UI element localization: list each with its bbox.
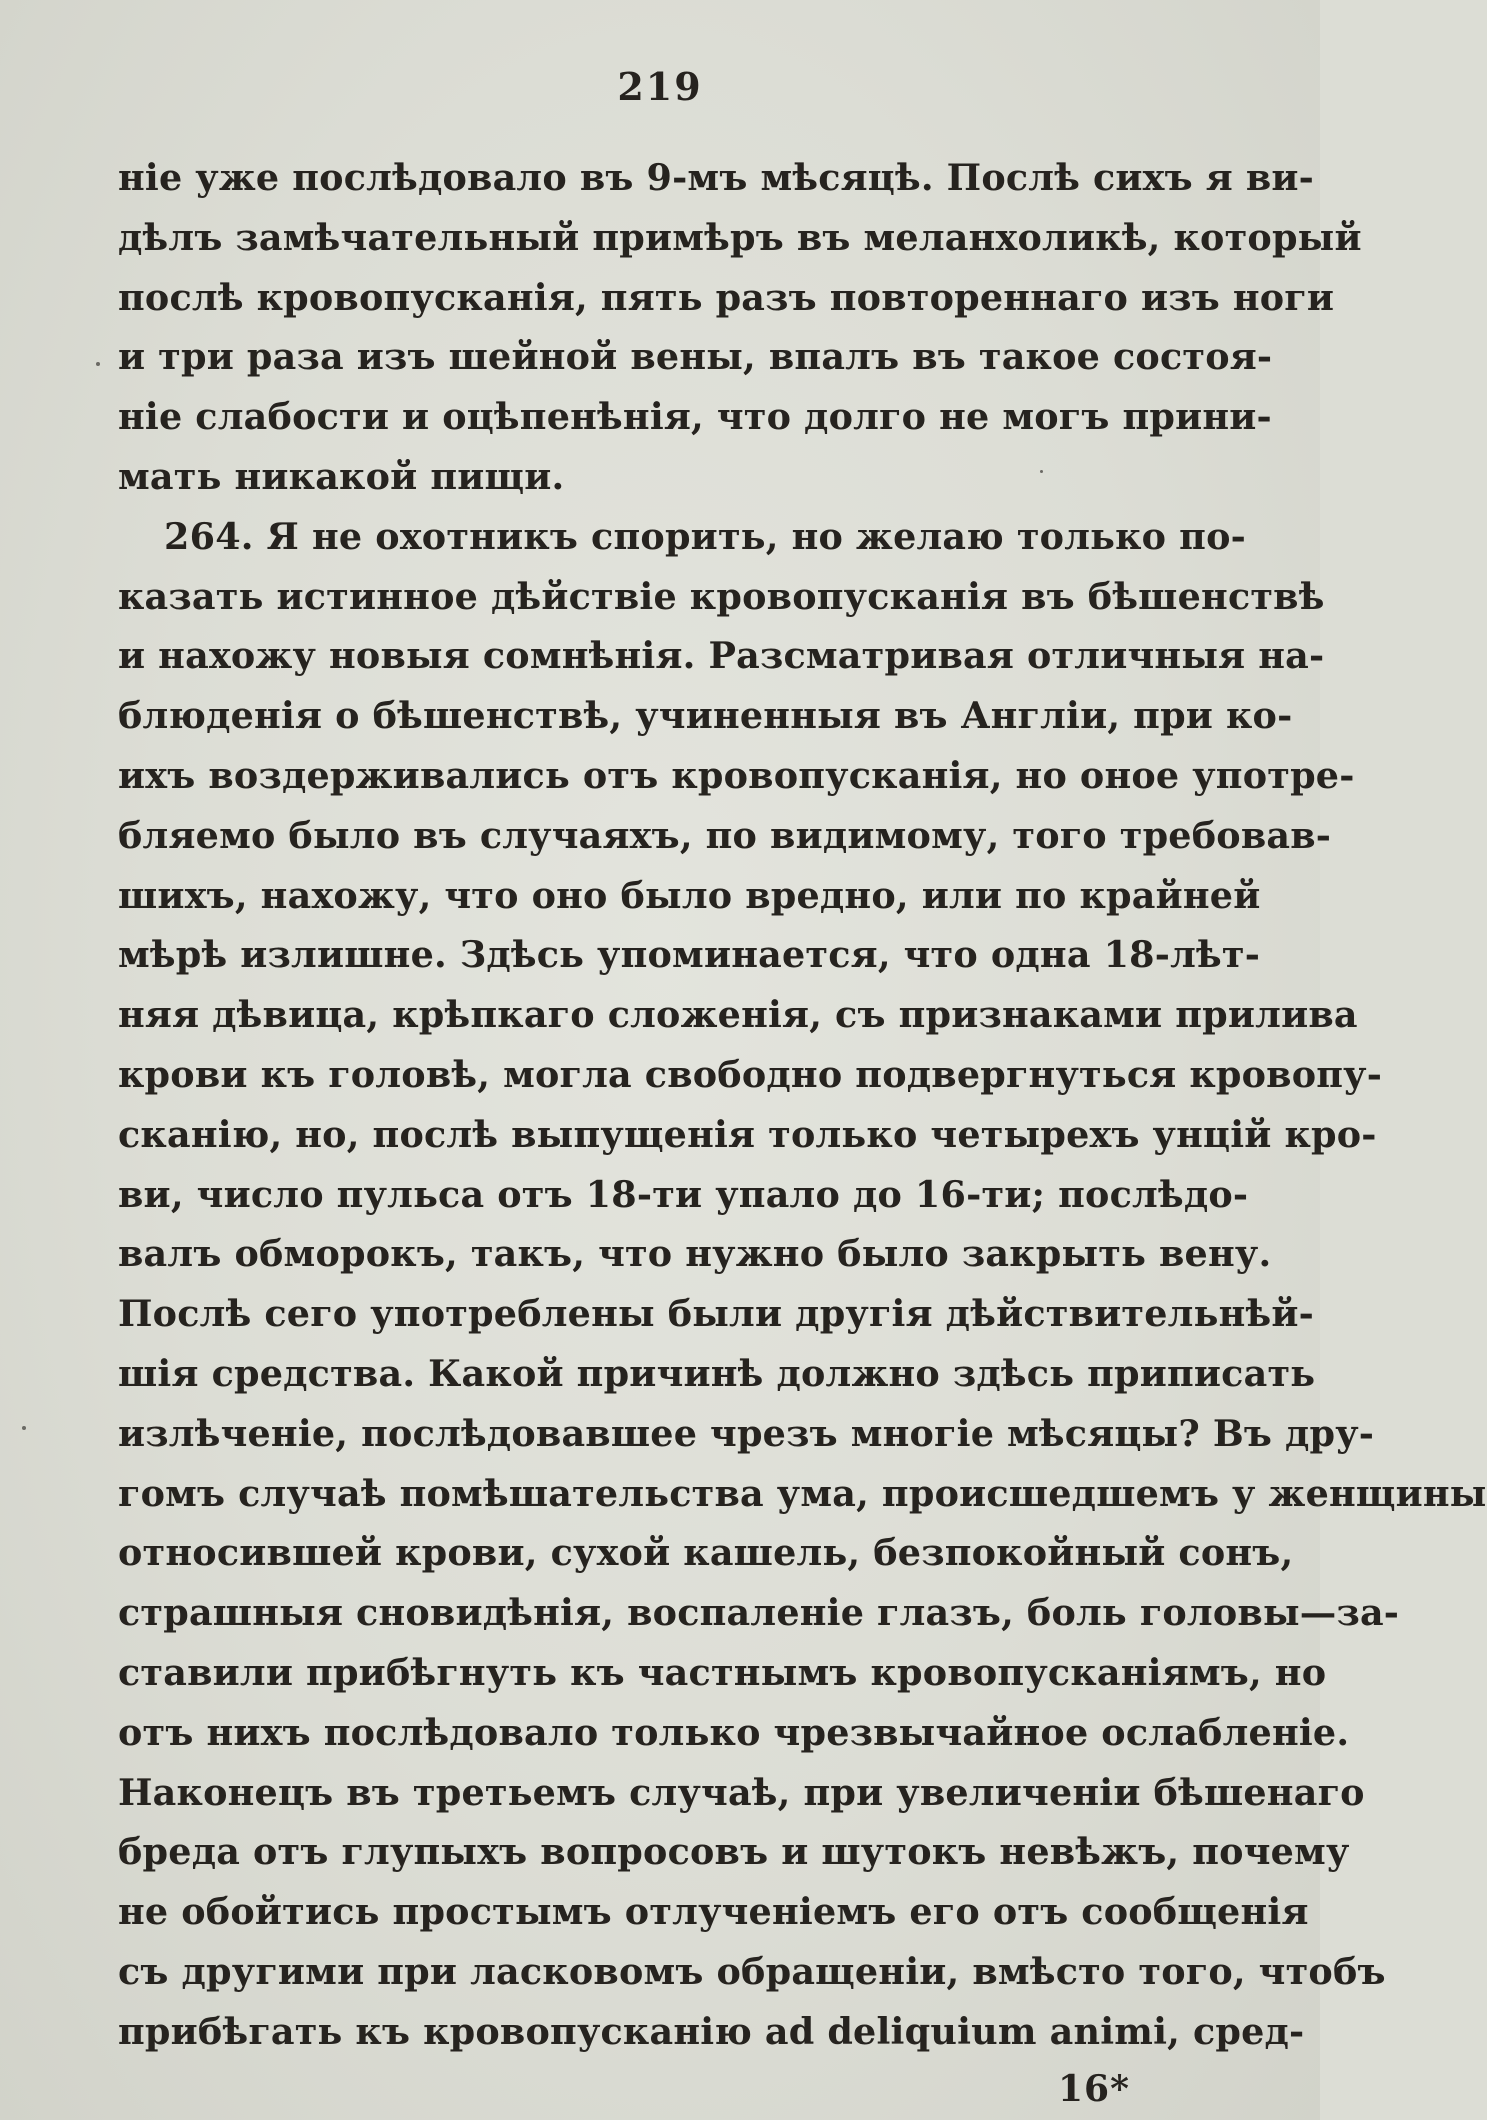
text-line: ставили прибѣгнуть къ частнымъ кровопусканіямъ, но bbox=[118, 1650, 1327, 1694]
text-line: относившей крови, сухой кашель, безпокойный сонъ, bbox=[118, 1531, 1294, 1575]
text-line: ніе уже послѣдовало въ 9-мъ мѣсяцѣ. Послѣ сихъ я ви- bbox=[118, 156, 1315, 199]
text-line: не обойтись простымъ отлученіемъ его отъ сообщенія bbox=[118, 1890, 1309, 1934]
paragraph-start-line: 264. Я не охотникъ спорить, но желаю только по- bbox=[164, 514, 1246, 558]
text-line: ихъ воздерживались отъ кровопусканія, но оное употре- bbox=[118, 753, 1355, 797]
body-text bbox=[118, 148, 1487, 2062]
text-line: и нахожу новыя сомнѣнія. Разсматривая отличныя на- bbox=[118, 634, 1325, 678]
text-line: мѣрѣ излишне. Здѣсь упоминается, что одна 18-лѣт- bbox=[118, 933, 1261, 977]
paper-speck bbox=[22, 1426, 26, 1430]
paper-speck bbox=[1040, 470, 1043, 473]
text-line: шія средства. Какой причинѣ должно здѣсь приписать bbox=[118, 1351, 1316, 1395]
text-line: крови къ головѣ, могла свободно подвергнуться кровопу- bbox=[118, 1052, 1383, 1096]
text-line: шихъ, нахожу, что оно было вредно, или по крайней bbox=[118, 873, 1261, 917]
text-line: Наконецъ въ третьемъ случаѣ, при увеличеніи бѣшенаго bbox=[118, 1770, 1365, 1814]
text-line: дѣлъ замѣчательный примѣръ въ меланхоликѣ, который bbox=[118, 215, 1362, 259]
text-line: казать истинное дѣйствіе кровопусканія въ бѣшенствѣ bbox=[118, 574, 1325, 618]
text-line: мать никакой пищи. bbox=[118, 454, 565, 498]
text-line: излѣченіе, послѣдовавшее чрезъ многіе мѣсяцы? Въ дру- bbox=[118, 1411, 1375, 1455]
text-line: блюденія о бѣшенствѣ, учиненныя въ Англіи, при ко- bbox=[118, 694, 1293, 738]
text-line: страшныя сновидѣнія, воспаленіе глазъ, боль головы—за- bbox=[118, 1591, 1400, 1635]
text-line: ви, число пульса отъ 18-ти упало до 16-ти; послѣдо- bbox=[118, 1172, 1249, 1216]
text-line: съ другими при ласковомъ обращеніи, вмѣсто того, чтобъ bbox=[118, 1949, 1386, 1993]
text-line: бреда отъ глупыхъ вопросовъ и шутокъ невѣжъ, почему bbox=[118, 1830, 1350, 1874]
text-line: ніе слабости и оцѣпенѣнія, что долго не могъ прини- bbox=[118, 395, 1272, 439]
text-line: бляемо было въ случаяхъ, по видимому, того требовав- bbox=[118, 813, 1332, 857]
text-line: Послѣ сего употреблены были другія дѣйствительнѣй- bbox=[118, 1292, 1314, 1336]
text-line: прибѣгать къ кровопусканію ad deliquium animi, сред- bbox=[118, 2009, 1305, 2053]
text-line: отъ нихъ послѣдовало только чрезвычайное ослабленіе. bbox=[118, 1710, 1350, 1754]
text-line: валъ обморокъ, такъ, что нужно было закрыть вену. bbox=[118, 1232, 1272, 1276]
text-line: послѣ кровопусканія, пять разъ повтореннаго изъ ноги bbox=[118, 275, 1335, 319]
text-line: гомъ случаѣ помѣшательства ума, происшедшемъ у женщины bbox=[118, 1471, 1487, 1515]
text-line: няя дѣвица, крѣпкаго сложенія, съ признаками прилива bbox=[118, 993, 1358, 1037]
page-number: 219 bbox=[617, 64, 703, 109]
text-line: сканію, но, послѣ выпущенія только четырехъ унцій кро- bbox=[118, 1112, 1377, 1156]
printer-signature-mark: 16* bbox=[1058, 2068, 1130, 2110]
text-line: и три раза изъ шейной вены, впалъ въ такое состоя- bbox=[118, 335, 1273, 379]
paper-speck bbox=[96, 362, 100, 366]
